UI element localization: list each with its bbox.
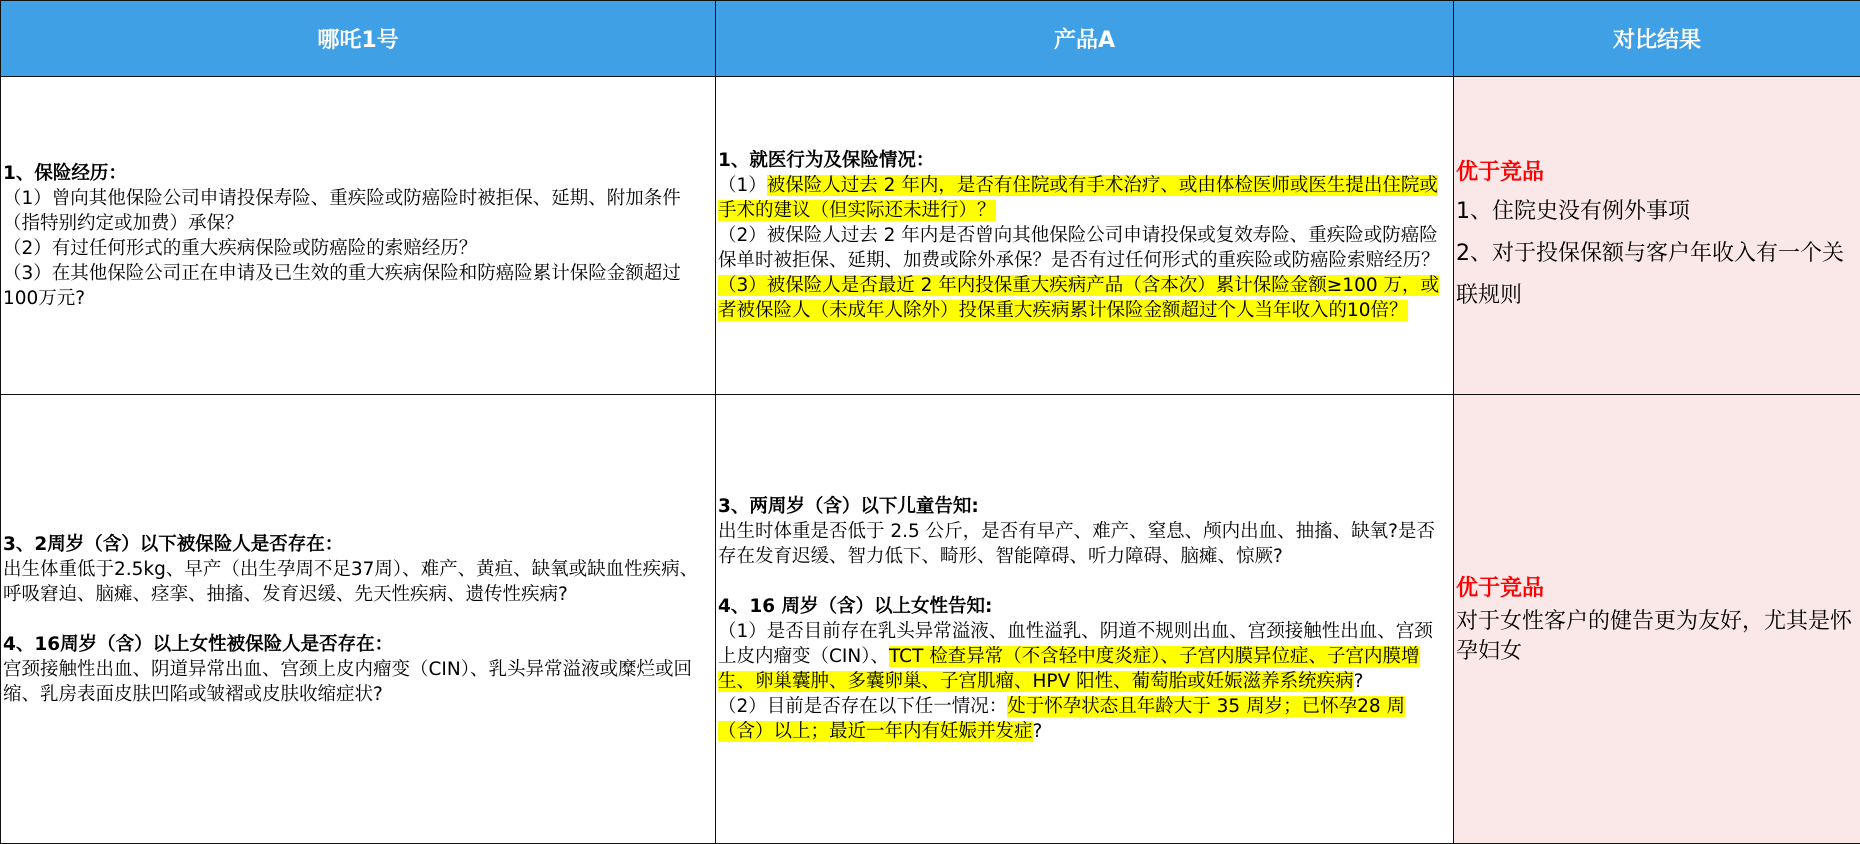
row-insurance-history: [1, 77, 1860, 395]
section-title: 1、就医行为及保险情况：: [718, 148, 1451, 173]
section-title: 4、16 周岁（含）以上女性告知:: [718, 594, 1451, 619]
result-body: 对于女性客户的健告更为友好，尤其是怀孕妇女: [1456, 607, 1858, 667]
question-item: [718, 619, 1451, 694]
header-compare-result: 对比结果: [1454, 1, 1860, 77]
plain-text: ?: [1354, 671, 1364, 692]
result-point: 1、住院史没有例外事项: [1456, 191, 1858, 233]
question-item: [718, 694, 1451, 744]
cell-result-health-disclosure: [1454, 395, 1860, 844]
cell-result-insurance-history: [1454, 77, 1860, 395]
question-item: （2）有过任何形式的重大疾病保险或防癌险的索赔经历？: [3, 236, 713, 261]
section-body: 出生体重低于2.5kg、早产（出生孕周不足37周）、难产、黄疸、缺氧或缺血性疾病、呼吸窘迫、脑瘫、痉挛、抽搐、发育迟缓、先天性疾病、遗传性疾病?: [3, 557, 713, 607]
plain-text: （2）目前是否存在以下任一情况：: [718, 696, 1007, 717]
header-product-nezha: 哪吒1号: [1, 1, 716, 77]
section-title: 1、保险经历：: [3, 161, 713, 186]
highlighted-text: TCT 检查异常（不含轻中度炎症）、子宫内膜异位症、子宫内膜增生、卵巢囊肿、多囊卵巢、子宫肌瘤、HPV 阳性、葡萄胎或妊娠滋养系统疾病: [718, 646, 1420, 692]
cell-nezha-health-disclosure: [1, 395, 716, 844]
highlighted-text: （3）被保险人是否最近 2 年内投保重大疾病产品（含本次）累计保险金额≥100 万，或者被保险人（未成年人除外）投保重大疾病累计保险金额超过个人当年收入的10倍？: [718, 275, 1439, 321]
item-prefix: （1）: [718, 175, 767, 196]
plain-text: （1）是否目前存在乳头异常溢液、血性溢乳、阴道不规则出血、宫颈接触性出血、宫颈上皮内瘤变（CIN）、: [718, 621, 1433, 667]
highlighted-text: 处于怀孕状态且年龄大于 35 周岁；已怀孕28 周（含）以上；最近一年内有妊娠并发症: [718, 696, 1405, 742]
header-product-a: 产品A: [716, 1, 1454, 77]
question-item: （1）曾向其他保险公司申请投保寿险、重疾险或防癌险时被拒保、延期、附加条件（指特别约定或加费）承保？: [3, 186, 713, 236]
question-item: [718, 173, 1451, 223]
row-health-disclosure: [1, 395, 1860, 844]
section-body: 出生时体重是否低于 2.5 公斤，是否有早产、难产、窒息、颅内出血、抽搐、缺氧?是否存在发育迟缓、智力低下、畸形、智能障碍、听力障碍、脑瘫、惊厥?: [718, 519, 1451, 569]
cell-nezha-insurance-history: [1, 77, 716, 395]
result-title: 优于竞品: [1456, 571, 1858, 607]
cell-product-a-insurance-history: [716, 77, 1454, 395]
question-item: （2）被保险人过去 2 年内是否曾向其他保险公司申请投保或复效寿险、重疾险或防癌险保单时被拒保、延期、加费或除外承保？是否有过任何形式的重疾险或防癌险索赔经历？: [718, 223, 1451, 273]
section-title: 4、16周岁（含）以上女性被保险人是否存在：: [3, 632, 713, 657]
plain-text: ?: [1033, 721, 1043, 742]
cell-product-a-health-disclosure: [716, 395, 1454, 844]
section-body: 宫颈接触性出血、阴道异常出血、宫颈上皮内瘤变（CIN）、乳头异常溢液或糜烂或回缩、乳房表面皮肤凹陷或皱褶或皮肤收缩症状?: [3, 657, 713, 707]
question-item: [718, 273, 1451, 323]
header-row: [1, 1, 1860, 77]
highlighted-text: 被保险人过去 2 年内，是否有住院或有手术治疗、或由体检医师或医生提出住院或手术的建议（但实际还未进行）？: [718, 175, 1438, 221]
section-title: 3、两周岁（含）以下儿童告知:: [718, 494, 1451, 519]
section-title: 3、2周岁（含）以下被保险人是否存在：: [3, 532, 713, 557]
question-item: （3）在其他保险公司正在申请及已生效的重大疾病保险和防癌险累计保险金额超过100万元?: [3, 261, 713, 311]
result-point: 2、对于投保保额与客户年收入有一个关联规则: [1456, 233, 1858, 317]
result-title: 优于竞品: [1456, 155, 1858, 191]
